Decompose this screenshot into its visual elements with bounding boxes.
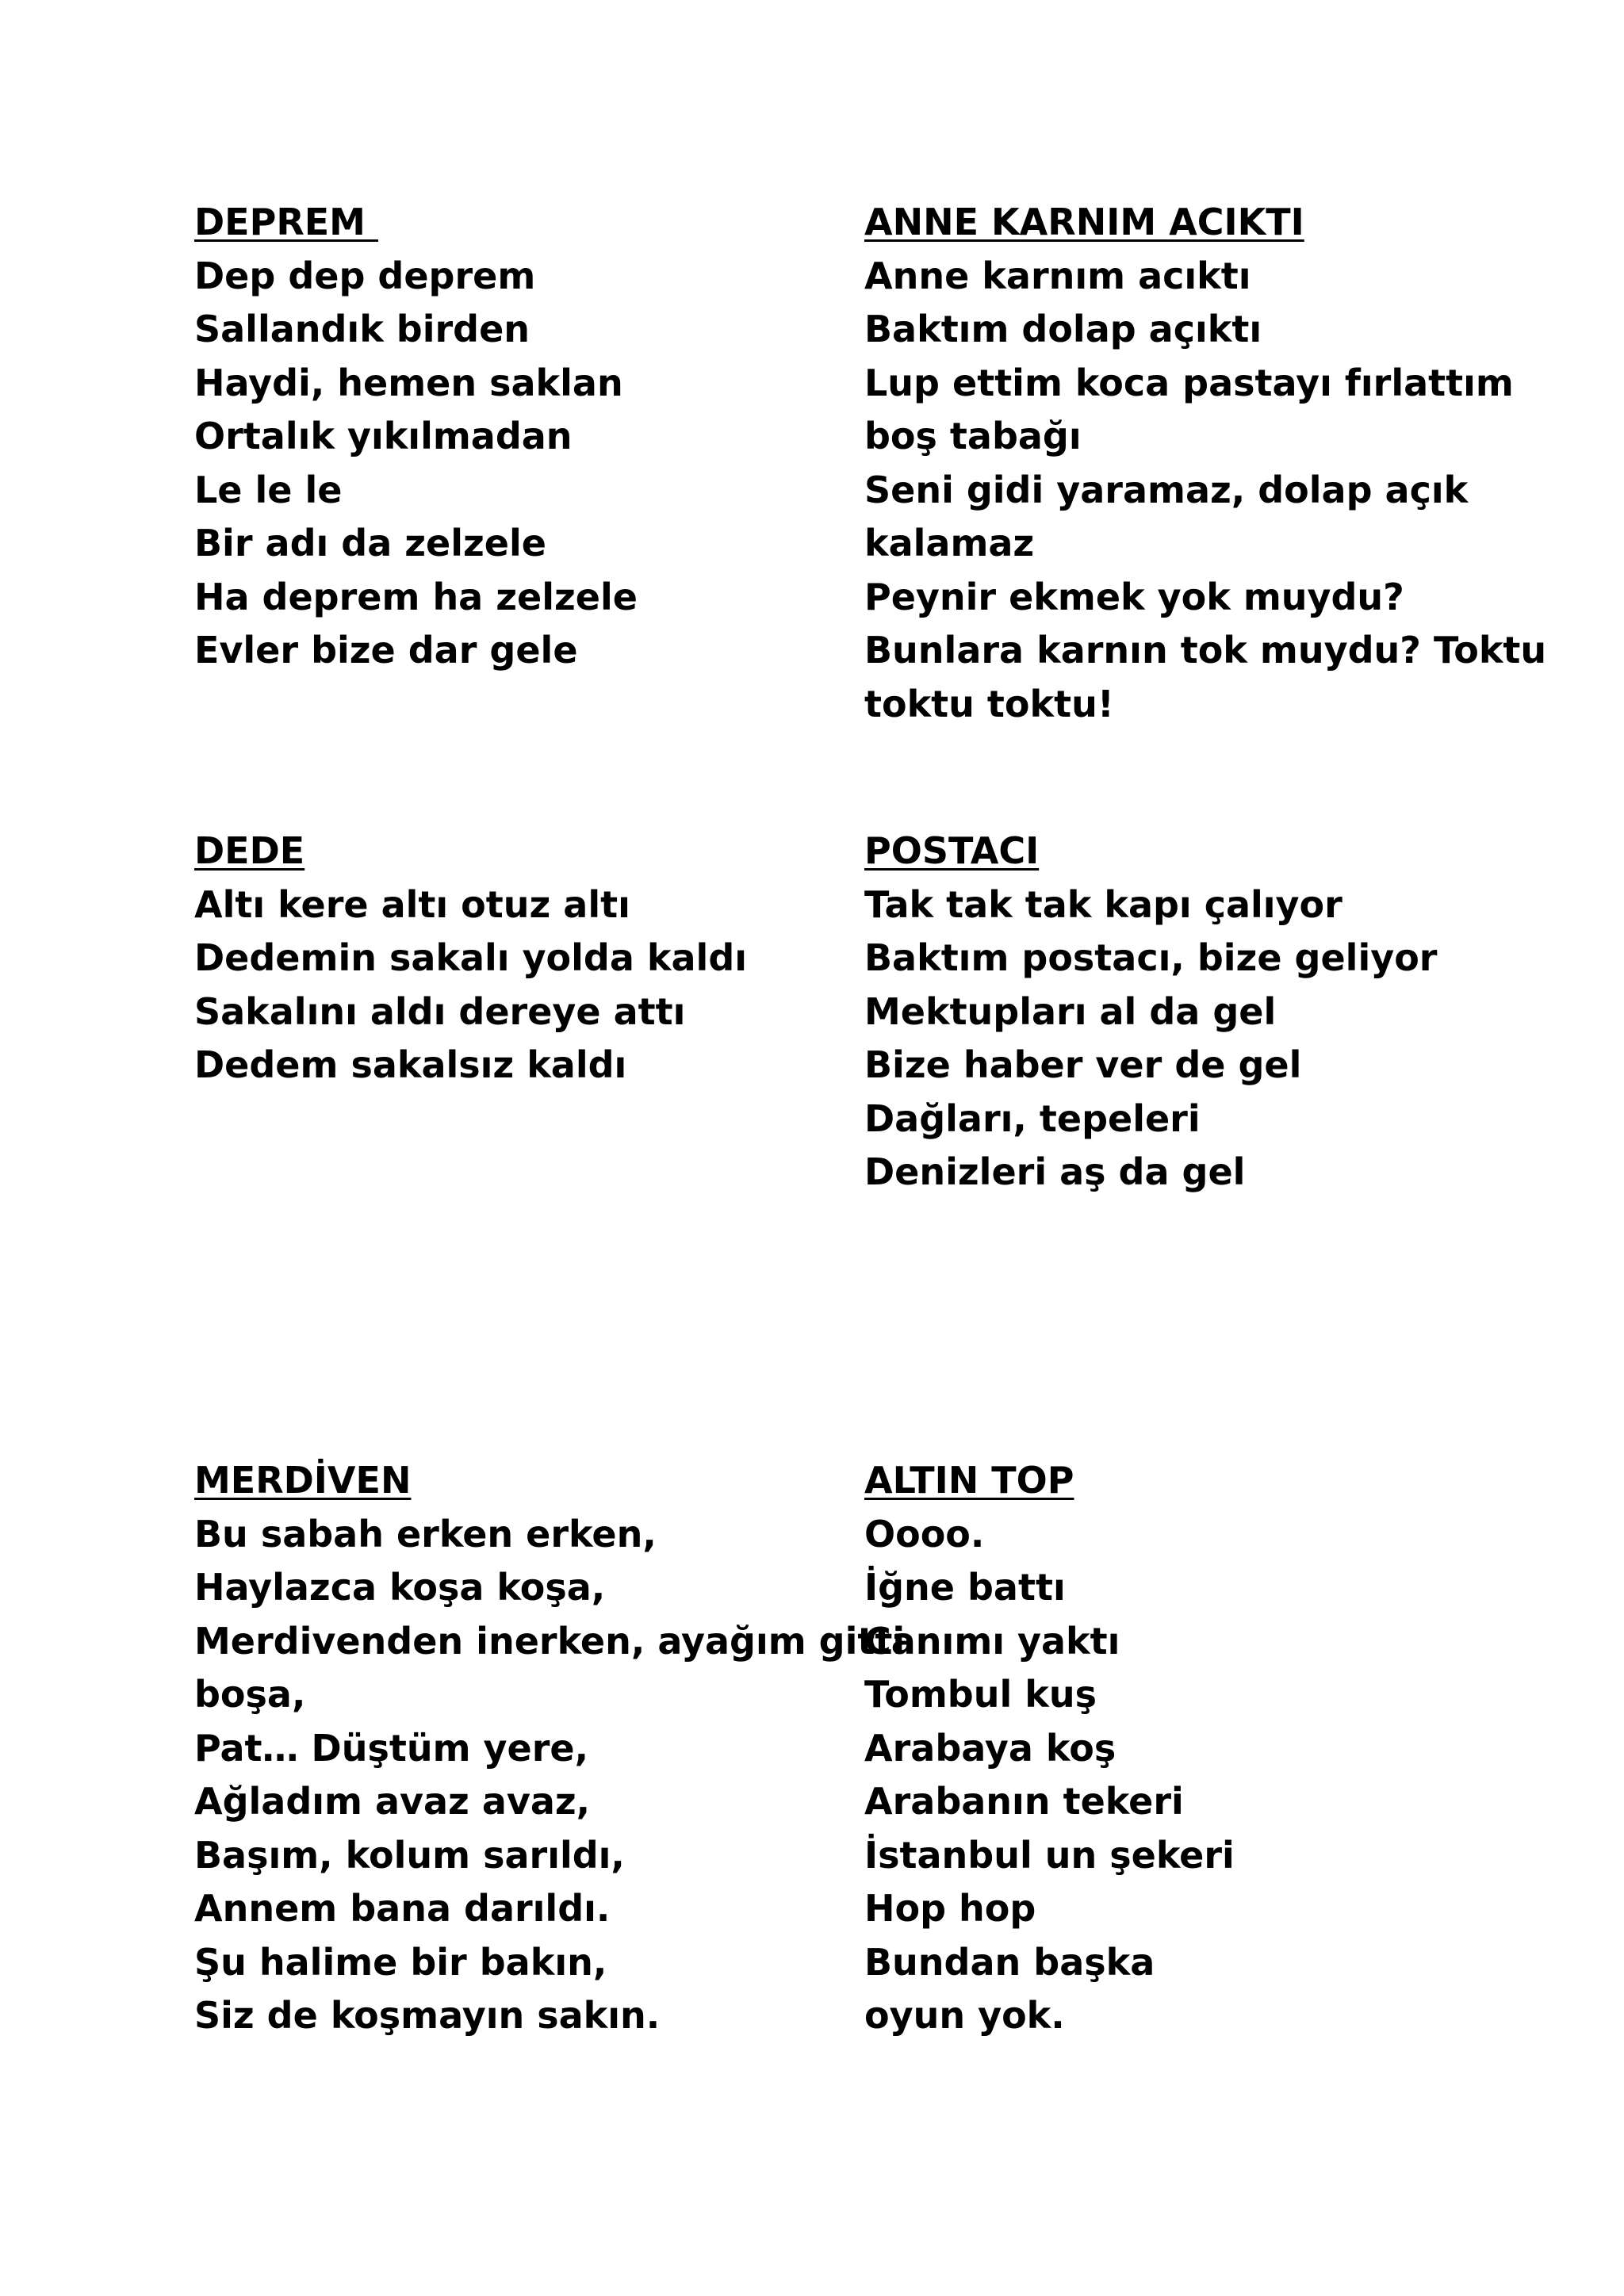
poem-line: kalamaz (864, 522, 1035, 564)
poem-line: boşa, (194, 1673, 306, 1716)
poem-line: Evler bize dar gele (194, 629, 578, 672)
poem-line: Seni gidi yaramaz, dolap açık (864, 468, 1469, 511)
poem-line: Lup ettim koca pastayı fırlattım (864, 361, 1514, 404)
poem-deprem (194, 196, 638, 678)
poem-line: Hop hop (864, 1887, 1036, 1930)
poem-line: toktu toktu! (864, 682, 1114, 725)
poem-line: İstanbul un şekeri (864, 1833, 1235, 1877)
poem-title: MERDİVEN (194, 1459, 412, 1502)
poem-title: ALTIN TOP (864, 1459, 1074, 1502)
poem-line: Tak tak tak kapı çalıyor (864, 882, 1342, 926)
poem-line: Baktım postacı, bize geliyor (864, 936, 1438, 979)
poem-line: Şu halime bir bakın, (194, 1940, 607, 1984)
poem-line: Peynir ekmek yok muydu? (864, 575, 1404, 618)
poem-line: oyun yok. (864, 1994, 1065, 2037)
poem-title: ANNE KARNIM ACIKTI (864, 201, 1304, 243)
poem-line: Dağları, tepeleri (864, 1096, 1201, 1140)
poem-line: Mektupları al da gel (864, 989, 1277, 1033)
poem-line: İğne battı (864, 1566, 1066, 1609)
poem-line: Bundan başka (864, 1940, 1155, 1984)
poem-line: Merdivenden inerken, ayağım gitti (194, 1619, 906, 1663)
poem-line: Tombul kuş (864, 1673, 1097, 1716)
poem-line: Oooo. (864, 1512, 985, 1556)
poem-line: Altı kere altı otuz altı (194, 882, 630, 926)
poem-postaci (864, 825, 1437, 1200)
poem-line: Bize haber ver de gel (864, 1043, 1302, 1086)
poem-line: Anne karnım acıktı (864, 254, 1251, 297)
poem-line: Ağladım avaz avaz, (194, 1780, 591, 1823)
poem-line: Canımı yaktı (864, 1619, 1120, 1663)
poem-line: Annem bana darıldı. (194, 1887, 611, 1930)
poem-anne-karnim-acikti (864, 196, 1546, 731)
poem-title: DEPREM (194, 201, 378, 243)
poem-line: Bir adı da zelzele (194, 522, 546, 564)
poem-line: Denizleri aş da gel (864, 1150, 1246, 1193)
poem-line: Ortalık yıkılmadan (194, 415, 573, 457)
poem-line: Pat… Düştüm yere, (194, 1726, 589, 1770)
poem-line: Sakalını aldı dereye attı (194, 989, 686, 1033)
poem-line: Dedem sakalsız kaldı (194, 1043, 627, 1086)
poem-title: POSTACI (864, 829, 1040, 872)
poem-line: Sallandık birden (194, 308, 530, 350)
poem-title: DEDE (194, 829, 305, 872)
poem-line: Dep dep deprem (194, 254, 536, 297)
poem-line: Ha deprem ha zelzele (194, 575, 638, 618)
poem-merdiven (194, 1454, 905, 2043)
poem-line: boş tabağı (864, 415, 1082, 457)
poem-line: Haydi, hemen saklan (194, 361, 623, 404)
poem-line: Arabanın tekeri (864, 1780, 1184, 1823)
poem-line: Dedemin sakalı yolda kaldı (194, 936, 748, 979)
poem-dede (194, 825, 747, 1093)
poem-line: Baktım dolap açıktı (864, 308, 1262, 350)
poem-line: Haylazca koşa koşa, (194, 1566, 606, 1609)
poem-line: Başım, kolum sarıldı, (194, 1833, 625, 1877)
poem-line: Bunlara karnın tok muydu? Toktu (864, 629, 1547, 672)
poem-line: Arabaya koş (864, 1726, 1116, 1770)
poem-line: Siz de koşmayın sakın. (194, 1994, 661, 2037)
poem-line: Le le le (194, 468, 343, 511)
poem-line: Bu sabah erken erken, (194, 1512, 657, 1556)
poem-altin-top (864, 1454, 1235, 2043)
